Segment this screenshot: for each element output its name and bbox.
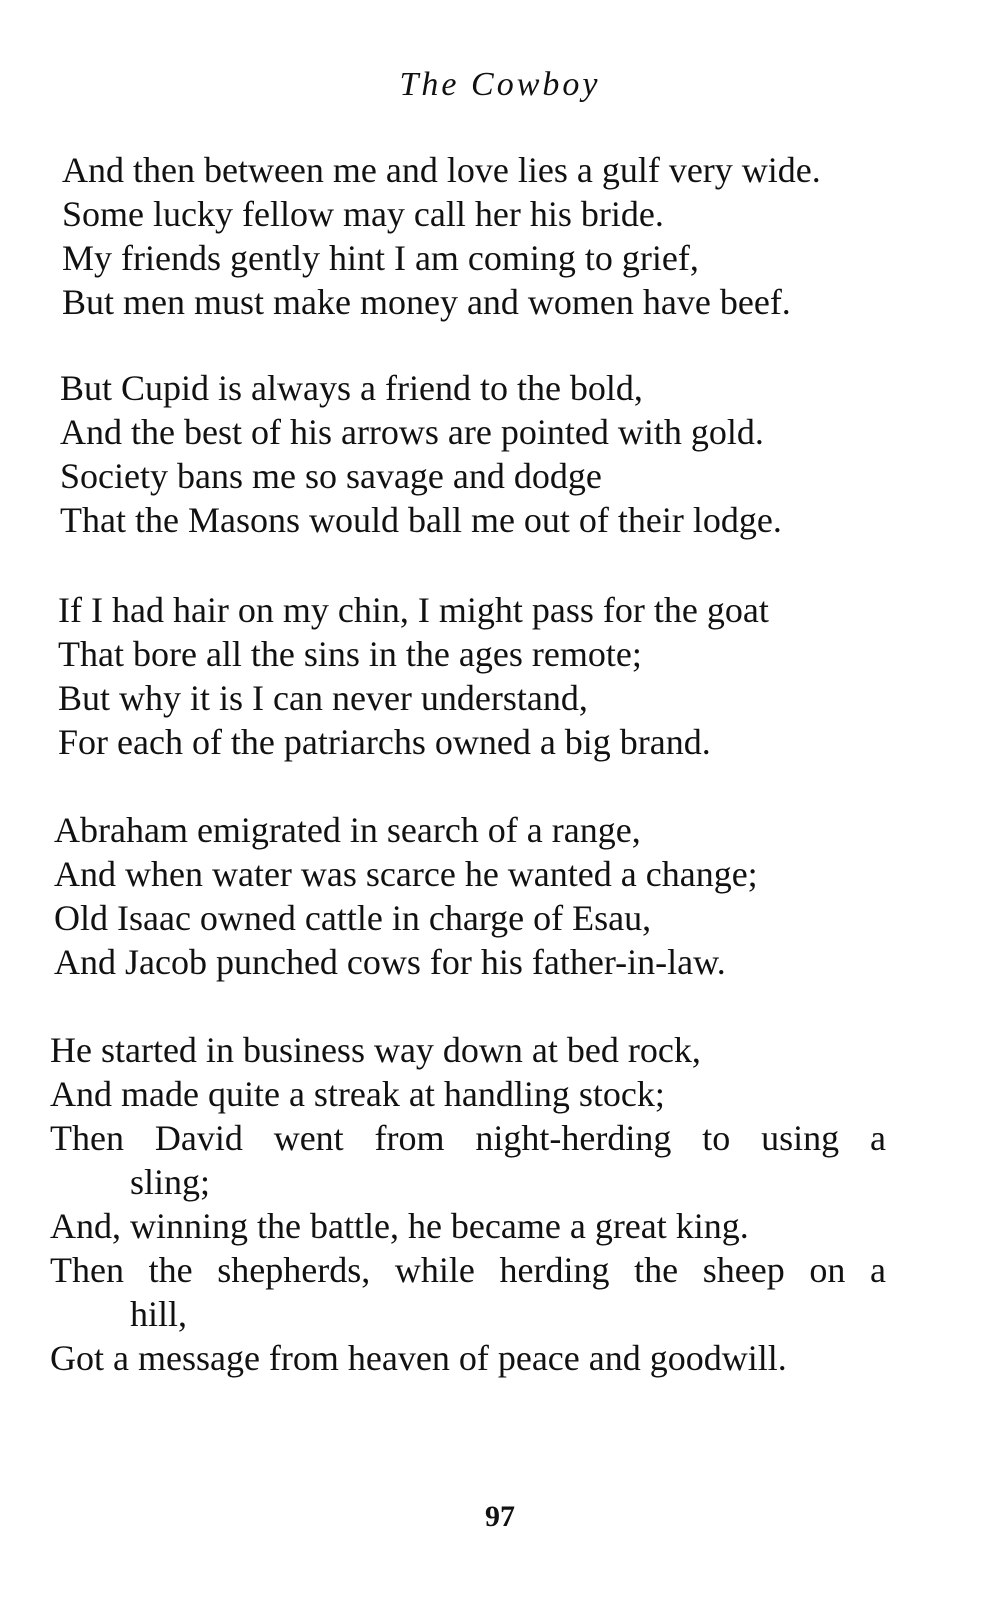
poem-line: And, winning the battle, he became a great king. (50, 1206, 749, 1246)
poem-line: And then between me and love lies a gulf very wide. (62, 150, 821, 190)
poem-line: Got a message from heaven of peace and goodwill. (50, 1338, 787, 1378)
poem-line: And Jacob punched cows for his father-in-law. (54, 942, 726, 982)
running-head: The Cowboy (399, 66, 601, 103)
poem-line: He started in business way down at bed rock, (50, 1030, 701, 1070)
poem-line: And the best of his arrows are pointed with gold. (60, 412, 764, 452)
page-number: 97 (485, 1500, 515, 1533)
poem-line: But men must make money and women have beef. (62, 282, 791, 322)
poem-line: Abraham emigrated in search of a range, (54, 810, 641, 850)
poem-line: For each of the patriarchs owned a big brand. (58, 722, 711, 762)
poem-line: But Cupid is always a friend to the bold, (60, 368, 643, 408)
poem-line: Some lucky fellow may call her his bride. (62, 194, 664, 234)
poem-line: Then the shepherds, while herding the sheep on a (50, 1250, 886, 1290)
poem-line: That bore all the sins in the ages remote; (58, 634, 642, 674)
poem-line: Then David went from night-herding to using a (50, 1118, 886, 1158)
poem-line: That the Masons would ball me out of their lodge. (60, 500, 782, 540)
poem-line: And when water was scarce he wanted a change; (54, 854, 758, 894)
poem-line: Society bans me so savage and dodge (60, 456, 602, 496)
poem-line: If I had hair on my chin, I might pass for the goat (58, 590, 769, 630)
poem-line-runover: hill, (130, 1294, 188, 1334)
poem-line: My friends gently hint I am coming to grief, (62, 238, 699, 278)
poem-line: But why it is I can never understand, (58, 678, 588, 718)
poem-line: Old Isaac owned cattle in charge of Esau, (54, 898, 652, 938)
poem-line: And made quite a streak at handling stock; (50, 1074, 665, 1114)
poem-line-runover: sling; (130, 1162, 211, 1202)
